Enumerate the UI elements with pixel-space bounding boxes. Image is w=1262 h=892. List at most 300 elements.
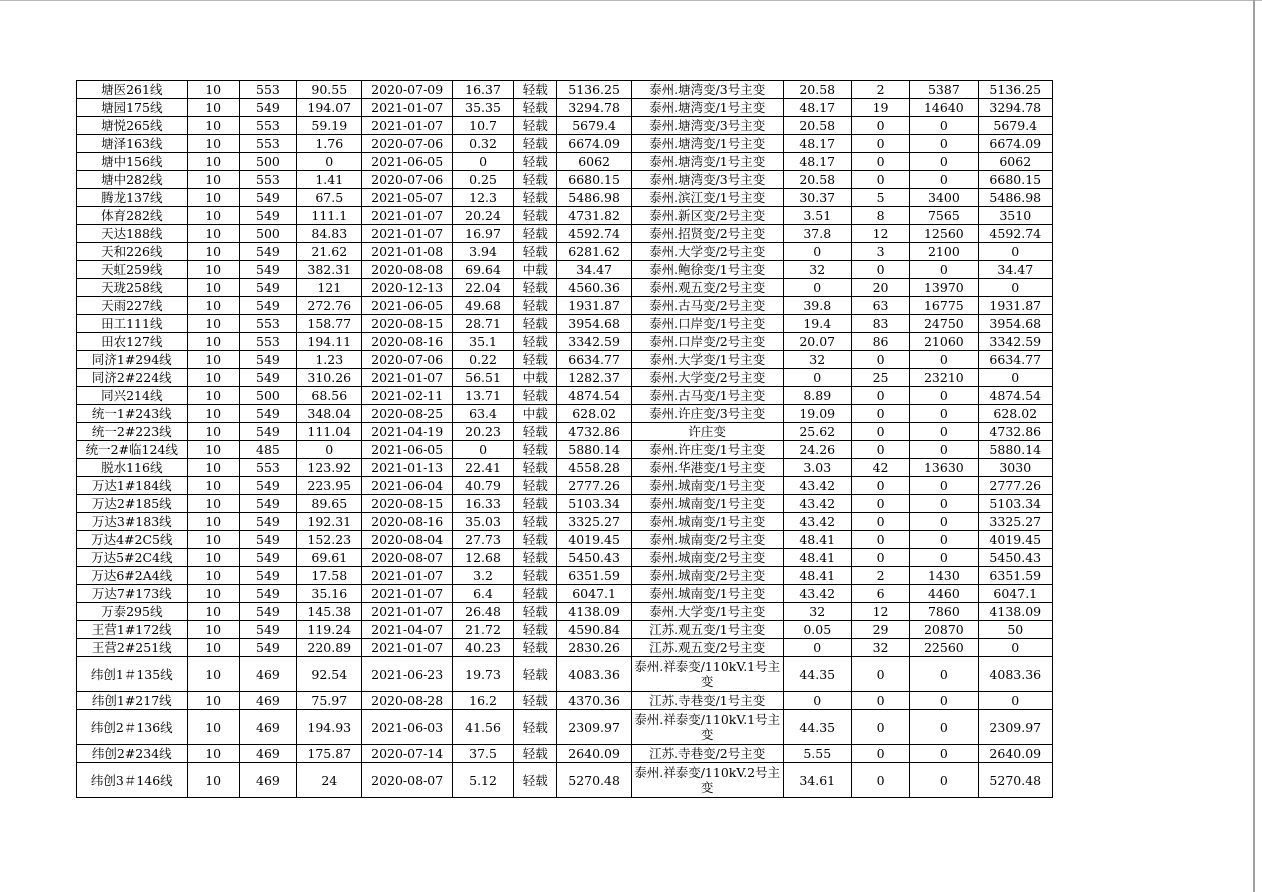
date-cell: 2021-01-13	[362, 459, 452, 477]
capacity-cell: 500	[239, 387, 296, 405]
max-load-cell: 158.77	[297, 315, 362, 333]
line-name-cell: 脱水116线	[77, 459, 188, 477]
line-name-cell: 纬创3＃146线	[77, 763, 188, 798]
load-status-cell: 轻载	[514, 549, 557, 567]
date-cell: 2021-01-07	[362, 603, 452, 621]
capacity-sum-cell: 13630	[910, 459, 978, 477]
remaining-cell: 3325.27	[978, 513, 1052, 531]
available-cell: 5880.14	[557, 441, 631, 459]
count-cell: 0	[851, 657, 909, 692]
voltage-cell: 10	[187, 763, 239, 798]
transformer-rate-cell: 34.61	[783, 763, 851, 798]
count-cell: 0	[851, 423, 909, 441]
max-load-cell: 90.55	[297, 81, 362, 99]
table-row	[77, 189, 1053, 207]
available-cell: 628.02	[557, 405, 631, 423]
capacity-sum-cell: 7565	[910, 207, 978, 225]
capacity-sum-cell: 5387	[910, 81, 978, 99]
available-cell: 6351.59	[557, 567, 631, 585]
load-rate-cell: 10.7	[452, 117, 513, 135]
count-cell: 2	[851, 81, 909, 99]
capacity-cell: 549	[239, 423, 296, 441]
line-name-cell: 田工111线	[77, 315, 188, 333]
line-name-cell: 塘中282线	[77, 171, 188, 189]
count-cell: 42	[851, 459, 909, 477]
available-cell: 6634.77	[557, 351, 631, 369]
remaining-cell: 2640.09	[978, 745, 1052, 763]
count-cell: 0	[851, 153, 909, 171]
date-cell: 2020-08-16	[362, 513, 452, 531]
voltage-cell: 10	[187, 333, 239, 351]
date-cell: 2020-08-15	[362, 315, 452, 333]
max-load-cell: 194.93	[297, 710, 362, 745]
load-rate-cell: 16.97	[452, 225, 513, 243]
max-load-cell: 348.04	[297, 405, 362, 423]
substation-cell: 泰州.古马变/1号主变	[631, 387, 783, 405]
remaining-cell: 2309.97	[978, 710, 1052, 745]
available-cell: 34.47	[557, 261, 631, 279]
substation-cell: 泰州.城南变/2号主变	[631, 549, 783, 567]
remaining-cell: 4732.86	[978, 423, 1052, 441]
capacity-cell: 469	[239, 763, 296, 798]
voltage-cell: 10	[187, 603, 239, 621]
date-cell: 2020-08-25	[362, 405, 452, 423]
remaining-cell: 3510	[978, 207, 1052, 225]
voltage-cell: 10	[187, 549, 239, 567]
available-cell: 4590.84	[557, 621, 631, 639]
capacity-cell: 549	[239, 513, 296, 531]
voltage-cell: 10	[187, 261, 239, 279]
load-rate-cell: 40.23	[452, 639, 513, 657]
max-load-cell: 75.97	[297, 692, 362, 710]
available-cell: 4874.54	[557, 387, 631, 405]
line-name-cell: 塘泽163线	[77, 135, 188, 153]
load-status-cell: 轻载	[514, 351, 557, 369]
substation-cell: 江苏.观五变/2号主变	[631, 639, 783, 657]
date-cell: 2020-08-08	[362, 261, 452, 279]
load-rate-cell: 5.12	[452, 763, 513, 798]
capacity-sum-cell: 0	[910, 117, 978, 135]
line-name-cell: 统一1#243线	[77, 405, 188, 423]
date-cell: 2021-06-04	[362, 477, 452, 495]
table-row	[77, 621, 1053, 639]
substation-cell: 泰州.大学变/1号主变	[631, 351, 783, 369]
available-cell: 4592.74	[557, 225, 631, 243]
voltage-cell: 10	[187, 243, 239, 261]
table-row	[77, 567, 1053, 585]
max-load-cell: 35.16	[297, 585, 362, 603]
available-cell: 2640.09	[557, 745, 631, 763]
voltage-cell: 10	[187, 745, 239, 763]
substation-cell: 泰州.口岸变/1号主变	[631, 315, 783, 333]
capacity-cell: 553	[239, 315, 296, 333]
load-rate-cell: 35.35	[452, 99, 513, 117]
load-status-cell: 轻载	[514, 531, 557, 549]
table-row	[77, 153, 1053, 171]
load-status-cell: 轻载	[514, 710, 557, 745]
table-row	[77, 495, 1053, 513]
line-name-cell: 塘中156线	[77, 153, 188, 171]
available-cell: 5486.98	[557, 189, 631, 207]
load-status-cell: 轻载	[514, 99, 557, 117]
remaining-cell: 5136.25	[978, 81, 1052, 99]
voltage-cell: 10	[187, 459, 239, 477]
remaining-cell: 6674.09	[978, 135, 1052, 153]
voltage-cell: 10	[187, 153, 239, 171]
date-cell: 2021-01-07	[362, 117, 452, 135]
max-load-cell: 67.5	[297, 189, 362, 207]
capacity-cell: 469	[239, 710, 296, 745]
remaining-cell: 5270.48	[978, 763, 1052, 798]
transformer-rate-cell: 20.07	[783, 333, 851, 351]
load-status-cell: 轻载	[514, 763, 557, 798]
available-cell: 6674.09	[557, 135, 631, 153]
substation-cell: 泰州.祥泰变/110kV.1号主变	[631, 657, 783, 692]
load-rate-cell: 35.03	[452, 513, 513, 531]
voltage-cell: 10	[187, 639, 239, 657]
load-status-cell: 轻载	[514, 459, 557, 477]
load-status-cell: 轻载	[514, 297, 557, 315]
date-cell: 2021-06-03	[362, 710, 452, 745]
max-load-cell: 111.04	[297, 423, 362, 441]
capacity-sum-cell: 0	[910, 441, 978, 459]
substation-cell: 泰州.塘湾变/1号主变	[631, 99, 783, 117]
count-cell: 5	[851, 189, 909, 207]
capacity-cell: 553	[239, 459, 296, 477]
date-cell: 2020-08-15	[362, 495, 452, 513]
date-cell: 2020-08-07	[362, 763, 452, 798]
substation-cell: 泰州.大学变/2号主变	[631, 243, 783, 261]
table-row	[77, 81, 1053, 99]
max-load-cell: 152.23	[297, 531, 362, 549]
line-name-cell: 腾龙137线	[77, 189, 188, 207]
line-name-cell: 万达2#185线	[77, 495, 188, 513]
transformer-rate-cell: 0	[783, 692, 851, 710]
voltage-cell: 10	[187, 405, 239, 423]
load-status-cell: 轻载	[514, 567, 557, 585]
page-right-border	[1253, 0, 1255, 892]
date-cell: 2020-07-14	[362, 745, 452, 763]
substation-cell: 泰州.城南变/1号主变	[631, 495, 783, 513]
available-cell: 4560.36	[557, 279, 631, 297]
table-row	[77, 441, 1053, 459]
load-status-cell: 轻载	[514, 333, 557, 351]
count-cell: 0	[851, 351, 909, 369]
table-row	[77, 243, 1053, 261]
transformer-rate-cell: 37.8	[783, 225, 851, 243]
substation-cell: 泰州.古马变/2号主变	[631, 297, 783, 315]
substation-cell: 江苏.观五变/1号主变	[631, 621, 783, 639]
date-cell: 2021-01-07	[362, 225, 452, 243]
count-cell: 29	[851, 621, 909, 639]
load-status-cell: 轻载	[514, 171, 557, 189]
load-rate-cell: 35.1	[452, 333, 513, 351]
capacity-sum-cell: 14640	[910, 99, 978, 117]
capacity-cell: 549	[239, 405, 296, 423]
date-cell: 2021-01-07	[362, 99, 452, 117]
table-row	[77, 279, 1053, 297]
substation-cell: 泰州.口岸变/2号主变	[631, 333, 783, 351]
table-row	[77, 692, 1053, 710]
load-status-cell: 轻载	[514, 243, 557, 261]
voltage-cell: 10	[187, 117, 239, 135]
count-cell: 0	[851, 495, 909, 513]
table-row	[77, 261, 1053, 279]
transformer-rate-cell: 32	[783, 351, 851, 369]
available-cell: 4138.09	[557, 603, 631, 621]
count-cell: 25	[851, 369, 909, 387]
capacity-sum-cell: 0	[910, 657, 978, 692]
remaining-cell: 3294.78	[978, 99, 1052, 117]
table-row	[77, 135, 1053, 153]
voltage-cell: 10	[187, 135, 239, 153]
max-load-cell: 68.56	[297, 387, 362, 405]
count-cell: 3	[851, 243, 909, 261]
remaining-cell: 6047.1	[978, 585, 1052, 603]
substation-cell: 泰州.鲍徐变/1号主变	[631, 261, 783, 279]
line-name-cell: 天虹259线	[77, 261, 188, 279]
table-row	[77, 405, 1053, 423]
transformer-rate-cell: 0	[783, 639, 851, 657]
line-name-cell: 统一2#223线	[77, 423, 188, 441]
load-rate-cell: 69.64	[452, 261, 513, 279]
table-row	[77, 745, 1053, 763]
max-load-cell: 194.11	[297, 333, 362, 351]
load-rate-cell: 19.73	[452, 657, 513, 692]
data-table	[76, 80, 1053, 798]
load-status-cell: 轻载	[514, 225, 557, 243]
load-status-cell: 轻载	[514, 387, 557, 405]
line-name-cell: 塘园175线	[77, 99, 188, 117]
capacity-cell: 553	[239, 135, 296, 153]
table-row	[77, 423, 1053, 441]
substation-cell: 泰州.城南变/1号主变	[631, 513, 783, 531]
capacity-cell: 549	[239, 243, 296, 261]
line-name-cell: 田农127线	[77, 333, 188, 351]
load-status-cell: 轻载	[514, 657, 557, 692]
line-name-cell: 天和226线	[77, 243, 188, 261]
capacity-sum-cell: 22560	[910, 639, 978, 657]
substation-cell: 泰州.塘湾变/3号主变	[631, 117, 783, 135]
transformer-rate-cell: 43.42	[783, 477, 851, 495]
remaining-cell: 4019.45	[978, 531, 1052, 549]
voltage-cell: 10	[187, 710, 239, 745]
remaining-cell: 628.02	[978, 405, 1052, 423]
max-load-cell: 119.24	[297, 621, 362, 639]
capacity-cell: 549	[239, 567, 296, 585]
available-cell: 5679.4	[557, 117, 631, 135]
available-cell: 2309.97	[557, 710, 631, 745]
available-cell: 4731.82	[557, 207, 631, 225]
transformer-rate-cell: 19.09	[783, 405, 851, 423]
substation-cell: 泰州.城南变/2号主变	[631, 531, 783, 549]
capacity-sum-cell: 0	[910, 549, 978, 567]
available-cell: 3342.59	[557, 333, 631, 351]
transformer-rate-cell: 32	[783, 603, 851, 621]
load-rate-cell: 56.51	[452, 369, 513, 387]
table-row	[77, 603, 1053, 621]
count-cell: 63	[851, 297, 909, 315]
voltage-cell: 10	[187, 279, 239, 297]
available-cell: 4558.28	[557, 459, 631, 477]
voltage-cell: 10	[187, 692, 239, 710]
substation-cell: 泰州.新区变/2号主变	[631, 207, 783, 225]
line-name-cell: 万达1#184线	[77, 477, 188, 495]
available-cell: 5103.34	[557, 495, 631, 513]
substation-cell: 泰州.滨江变/1号主变	[631, 189, 783, 207]
voltage-cell: 10	[187, 207, 239, 225]
capacity-sum-cell: 24750	[910, 315, 978, 333]
voltage-cell: 10	[187, 351, 239, 369]
available-cell: 4732.86	[557, 423, 631, 441]
transformer-rate-cell: 43.42	[783, 585, 851, 603]
table-row	[77, 477, 1053, 495]
capacity-sum-cell: 13970	[910, 279, 978, 297]
count-cell: 0	[851, 387, 909, 405]
capacity-cell: 500	[239, 153, 296, 171]
max-load-cell: 21.62	[297, 243, 362, 261]
load-status-cell: 轻载	[514, 153, 557, 171]
load-status-cell: 中载	[514, 405, 557, 423]
substation-cell: 泰州.祥泰变/110kV.2号主变	[631, 763, 783, 798]
remaining-cell: 5450.43	[978, 549, 1052, 567]
substation-cell: 江苏.寺巷变/1号主变	[631, 692, 783, 710]
table-row	[77, 763, 1053, 798]
date-cell: 2021-01-08	[362, 243, 452, 261]
date-cell: 2020-08-16	[362, 333, 452, 351]
load-status-cell: 轻载	[514, 441, 557, 459]
max-load-cell: 92.54	[297, 657, 362, 692]
capacity-sum-cell: 0	[910, 692, 978, 710]
voltage-cell: 10	[187, 657, 239, 692]
capacity-sum-cell: 7860	[910, 603, 978, 621]
max-load-cell: 123.92	[297, 459, 362, 477]
table-row	[77, 513, 1053, 531]
load-status-cell: 轻载	[514, 81, 557, 99]
transformer-rate-cell: 30.37	[783, 189, 851, 207]
substation-cell: 泰州.城南变/1号主变	[631, 585, 783, 603]
transformer-rate-cell: 20.58	[783, 171, 851, 189]
load-rate-cell: 37.5	[452, 745, 513, 763]
capacity-sum-cell: 0	[910, 531, 978, 549]
date-cell: 2020-08-28	[362, 692, 452, 710]
date-cell: 2021-04-19	[362, 423, 452, 441]
load-status-cell: 轻载	[514, 639, 557, 657]
capacity-cell: 549	[239, 603, 296, 621]
substation-cell: 泰州.招贤变/2号主变	[631, 225, 783, 243]
line-name-cell: 同济1#294线	[77, 351, 188, 369]
max-load-cell: 310.26	[297, 369, 362, 387]
table-row	[77, 459, 1053, 477]
substation-cell: 许庄变	[631, 423, 783, 441]
count-cell: 0	[851, 513, 909, 531]
date-cell: 2020-08-04	[362, 531, 452, 549]
transformer-rate-cell: 48.17	[783, 153, 851, 171]
transformer-rate-cell: 19.4	[783, 315, 851, 333]
count-cell: 0	[851, 692, 909, 710]
transformer-rate-cell: 25.62	[783, 423, 851, 441]
remaining-cell: 0	[978, 369, 1052, 387]
date-cell: 2020-08-07	[362, 549, 452, 567]
substation-cell: 泰州.许庄变/1号主变	[631, 441, 783, 459]
line-name-cell: 体育282线	[77, 207, 188, 225]
substation-cell: 泰州.塘湾变/3号主变	[631, 171, 783, 189]
count-cell: 0	[851, 710, 909, 745]
transformer-rate-cell: 24.26	[783, 441, 851, 459]
capacity-cell: 553	[239, 117, 296, 135]
load-status-cell: 轻载	[514, 603, 557, 621]
substation-cell: 泰州.华港变/1号主变	[631, 459, 783, 477]
voltage-cell: 10	[187, 621, 239, 639]
count-cell: 86	[851, 333, 909, 351]
capacity-cell: 549	[239, 351, 296, 369]
table-row	[77, 585, 1053, 603]
line-name-cell: 王营1#172线	[77, 621, 188, 639]
available-cell: 1282.37	[557, 369, 631, 387]
capacity-cell: 549	[239, 639, 296, 657]
capacity-sum-cell: 0	[910, 387, 978, 405]
load-rate-cell: 13.71	[452, 387, 513, 405]
available-cell: 6062	[557, 153, 631, 171]
page-top-border	[0, 0, 1262, 1]
count-cell: 19	[851, 99, 909, 117]
substation-cell: 泰州.大学变/1号主变	[631, 603, 783, 621]
voltage-cell: 10	[187, 531, 239, 549]
max-load-cell: 24	[297, 763, 362, 798]
count-cell: 83	[851, 315, 909, 333]
table-row	[77, 639, 1053, 657]
load-status-cell: 轻载	[514, 423, 557, 441]
capacity-sum-cell: 0	[910, 710, 978, 745]
voltage-cell: 10	[187, 99, 239, 117]
table-row	[77, 207, 1053, 225]
remaining-cell: 6351.59	[978, 567, 1052, 585]
available-cell: 4083.36	[557, 657, 631, 692]
date-cell: 2021-06-05	[362, 441, 452, 459]
voltage-cell: 10	[187, 387, 239, 405]
line-name-cell: 纬创1#217线	[77, 692, 188, 710]
max-load-cell: 220.89	[297, 639, 362, 657]
load-rate-cell: 21.72	[452, 621, 513, 639]
date-cell: 2021-01-07	[362, 207, 452, 225]
count-cell: 2	[851, 567, 909, 585]
count-cell: 0	[851, 477, 909, 495]
remaining-cell: 3030	[978, 459, 1052, 477]
date-cell: 2020-07-06	[362, 351, 452, 369]
line-name-cell: 同兴214线	[77, 387, 188, 405]
line-name-cell: 天雨227线	[77, 297, 188, 315]
transformer-rate-cell: 48.17	[783, 135, 851, 153]
load-status-cell: 轻载	[514, 513, 557, 531]
date-cell: 2021-05-07	[362, 189, 452, 207]
line-name-cell: 天珑258线	[77, 279, 188, 297]
table-row	[77, 99, 1053, 117]
count-cell: 12	[851, 225, 909, 243]
load-status-cell: 中载	[514, 261, 557, 279]
load-status-cell: 轻载	[514, 692, 557, 710]
line-name-cell: 纬创2#234线	[77, 745, 188, 763]
load-rate-cell: 3.94	[452, 243, 513, 261]
transformer-rate-cell: 48.41	[783, 531, 851, 549]
load-rate-cell: 63.4	[452, 405, 513, 423]
remaining-cell: 5103.34	[978, 495, 1052, 513]
capacity-cell: 469	[239, 745, 296, 763]
load-status-cell: 轻载	[514, 621, 557, 639]
voltage-cell: 10	[187, 567, 239, 585]
remaining-cell: 0	[978, 279, 1052, 297]
date-cell: 2021-06-05	[362, 153, 452, 171]
count-cell: 0	[851, 745, 909, 763]
